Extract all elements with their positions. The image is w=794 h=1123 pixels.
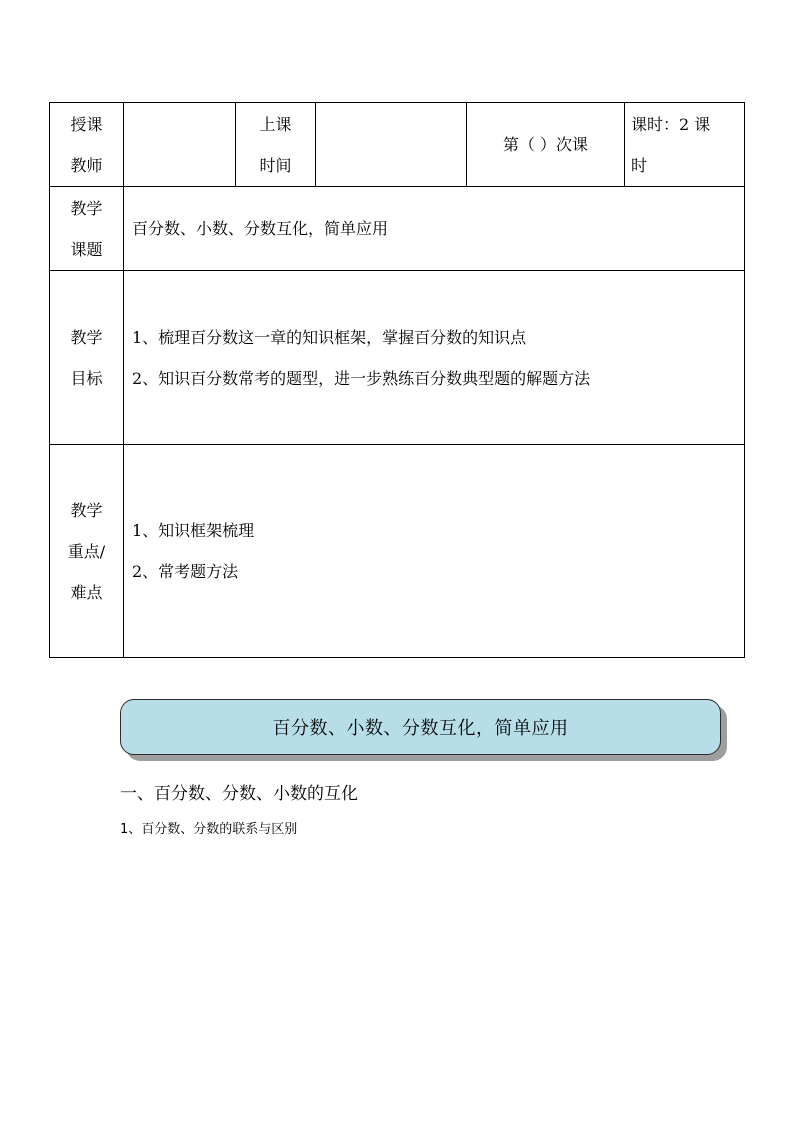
topic-label: 教学 课题 xyxy=(50,187,124,271)
header-row xyxy=(50,103,745,187)
goal-line-1: 1、梳理百分数这一章的知识框架，掌握百分数的知识点 xyxy=(132,327,527,347)
time-label: 上课 时间 xyxy=(236,103,316,187)
sub-heading: 1、百分数、分数的联系与区别 xyxy=(120,822,298,837)
topic-banner xyxy=(120,699,721,755)
topic-content xyxy=(124,187,745,271)
focus-label: 教学 重点/ 难点 xyxy=(50,445,124,658)
lesson-number: 第（ ）次课 xyxy=(467,103,625,187)
lesson-info-table xyxy=(49,102,745,658)
goals-label: 教学 目标 xyxy=(50,271,124,445)
focus-line-2: 2、常考题方法 xyxy=(132,562,239,581)
focus-row xyxy=(50,445,745,658)
goal-line-2: 2、知识百分数常考的题型，进一步熟练百分数典型题的解题方法 xyxy=(132,368,591,388)
time-value xyxy=(316,103,467,187)
topic-row xyxy=(50,187,745,271)
goals-row xyxy=(50,271,745,445)
section-heading: 一、百分数、分数、小数的互化 xyxy=(120,784,358,804)
teacher-value xyxy=(124,103,236,187)
focus-content xyxy=(124,445,745,658)
teacher-label: 授课 教师 xyxy=(50,103,124,187)
class-hours: 课时：2 课 时 xyxy=(625,103,745,187)
banner-title: 百分数、小数、分数互化，简单应用 xyxy=(272,718,569,739)
topic-line: 百分数、小数、分数互化，简单应用 xyxy=(132,219,389,238)
goals-content xyxy=(124,271,745,445)
focus-line-1: 1、知识框架梳理 xyxy=(132,521,255,540)
